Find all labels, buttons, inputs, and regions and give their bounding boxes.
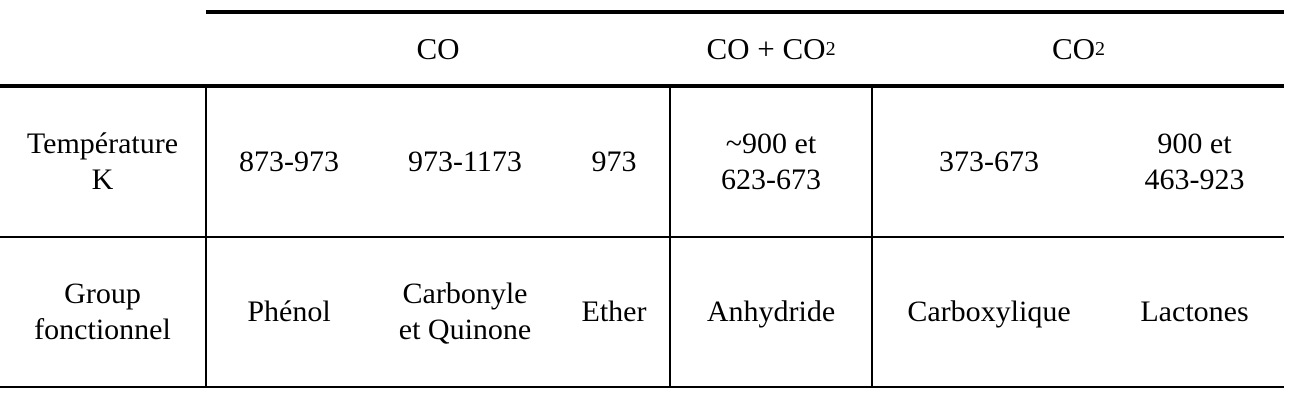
cell-line: Carbonyle bbox=[402, 277, 528, 310]
header-group-co bbox=[207, 14, 669, 84]
group-cell-ether bbox=[559, 238, 669, 386]
cell-line: 900 et bbox=[1157, 127, 1232, 160]
cell-line: 873-973 bbox=[239, 145, 339, 178]
bottom-rule bbox=[0, 386, 1284, 388]
row-label-line: Température bbox=[26, 127, 179, 160]
group-cell-phenol bbox=[207, 238, 371, 386]
header-group-label: CO + CO bbox=[706, 31, 826, 66]
header-group-label: CO bbox=[416, 31, 460, 66]
cell-line: 623-673 bbox=[721, 163, 821, 196]
cell-line: 973-1173 bbox=[408, 145, 522, 178]
header-group-co2: CO 2 bbox=[1051, 31, 1106, 66]
cell-line: et Quinone bbox=[398, 313, 532, 346]
temperature-cell-carbonyle bbox=[371, 88, 559, 236]
group-cell-lactones bbox=[1105, 238, 1284, 386]
cell-line: ~900 et bbox=[725, 127, 817, 160]
header-group-label: CO bbox=[1051, 31, 1096, 66]
row-label-temperature bbox=[0, 88, 205, 236]
cell-line: Anhydride bbox=[706, 295, 836, 328]
group-cell-anhydride bbox=[671, 238, 871, 386]
cell-line: Phénol bbox=[247, 295, 331, 328]
cell-line: 973 bbox=[591, 145, 637, 178]
row-label-line: K bbox=[91, 163, 114, 196]
row-label-line: Group bbox=[64, 277, 141, 310]
header-group-co-co2: CO + CO 2 bbox=[706, 31, 836, 66]
temperature-cell-carboxylique bbox=[873, 88, 1105, 236]
group-cell-carboxylique bbox=[873, 238, 1105, 386]
row-label-group-fonctionnel bbox=[0, 238, 205, 386]
temperature-cell-ether bbox=[559, 88, 669, 236]
group-cell-carbonyle bbox=[371, 238, 559, 386]
cell-line: 463-923 bbox=[1144, 163, 1245, 196]
row-label-line: fonctionnel bbox=[34, 313, 171, 346]
cell-line: Carboxylique bbox=[907, 295, 1071, 328]
cell-line: 373-673 bbox=[939, 145, 1039, 178]
temperature-cell-lactones bbox=[1105, 88, 1284, 236]
temperature-cell-phenol bbox=[207, 88, 371, 236]
cell-line: Ether bbox=[581, 295, 647, 328]
cell-line: Lactones bbox=[1140, 295, 1249, 328]
temperature-cell-anhydride bbox=[671, 88, 871, 236]
